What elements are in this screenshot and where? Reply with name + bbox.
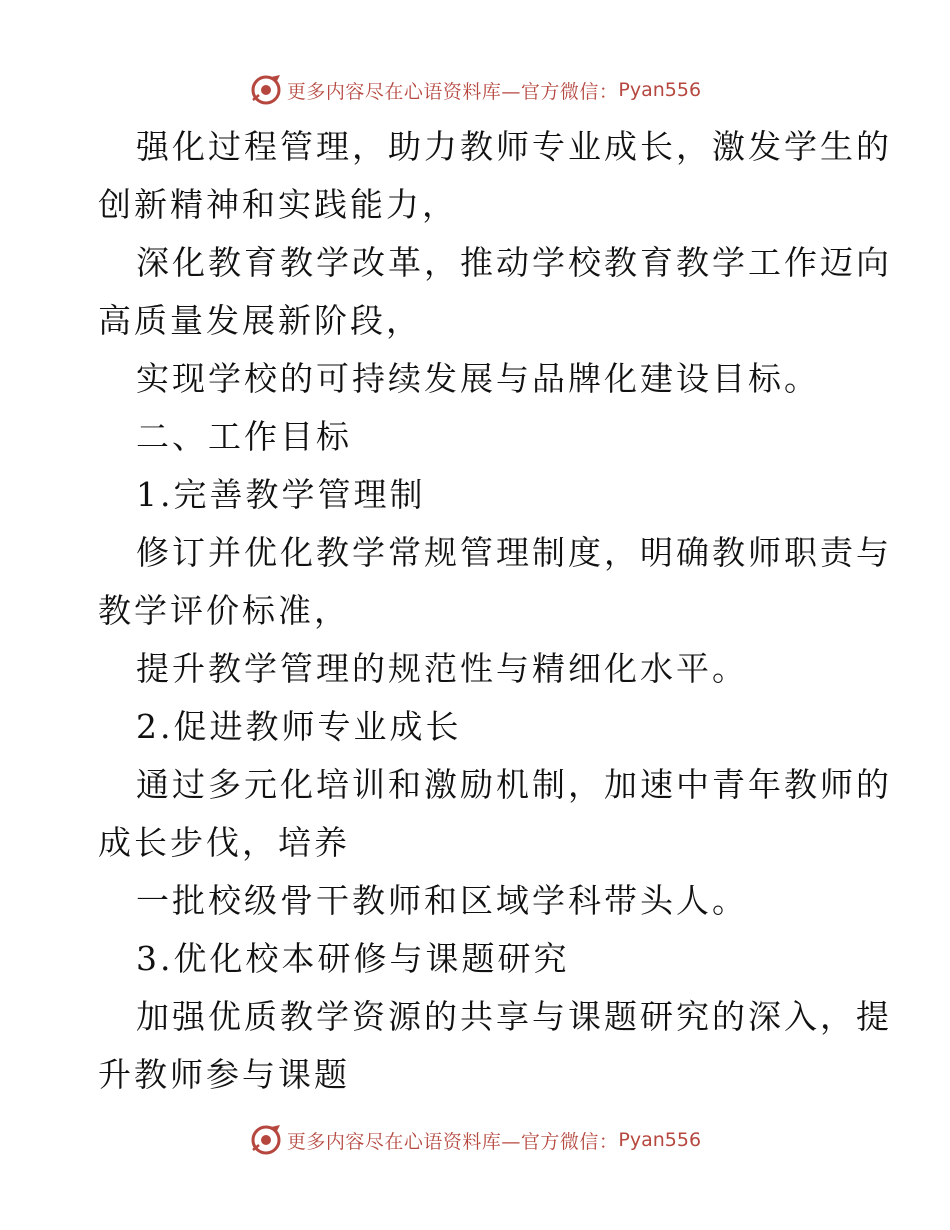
- text-line: 1.完善教学管理制: [136, 475, 426, 514]
- header-wechat-id: Pyan556: [618, 79, 702, 101]
- text-line: 通过多元化培训和激励机制，加速中青年教师的: [136, 765, 892, 804]
- footer-watermark: [0, 1120, 950, 1160]
- text-line: 升教师参与课题: [98, 1055, 350, 1094]
- text-line: 深化教育教学改革，推动学校教育教学工作迈向: [136, 243, 892, 282]
- text-line: 强化过程管理，助力教师专业成长，激发学生的: [136, 127, 892, 166]
- header-brand-text: 更多内容尽在心语资料库—官方微信：: [286, 80, 619, 103]
- quill-logo-icon: [249, 73, 283, 107]
- text-line: 加强优质教学资源的共享与课题研究的深入，提: [136, 997, 892, 1036]
- text-line: 成长步伐，培养: [98, 823, 350, 862]
- text-line: 高质量发展新阶段，: [98, 301, 422, 340]
- text-line: 3.优化校本研修与课题研究: [136, 939, 570, 978]
- quill-logo-icon: [249, 1123, 283, 1157]
- text-line: 教学评价标准，: [98, 591, 350, 630]
- text-line: 创新精神和实践能力，: [98, 185, 458, 224]
- text-line: 二、工作目标: [136, 417, 352, 456]
- footer-brand-text: 更多内容尽在心语资料库—官方微信：: [286, 1130, 619, 1153]
- text-line: 实现学校的可持续发展与品牌化建设目标。: [136, 359, 820, 398]
- header-watermark: [0, 70, 950, 110]
- text-line: 一批校级骨干教师和区域学科带头人。: [136, 881, 748, 920]
- footer-wechat-id: Pyan556: [618, 1129, 702, 1151]
- text-line: 修订并优化教学常规管理制度，明确教师职责与: [136, 533, 892, 572]
- text-line: 2.促进教师专业成长: [136, 707, 462, 746]
- text-line: 提升教学管理的规范性与精细化水平。: [136, 649, 748, 688]
- document-body: [98, 118, 892, 1104]
